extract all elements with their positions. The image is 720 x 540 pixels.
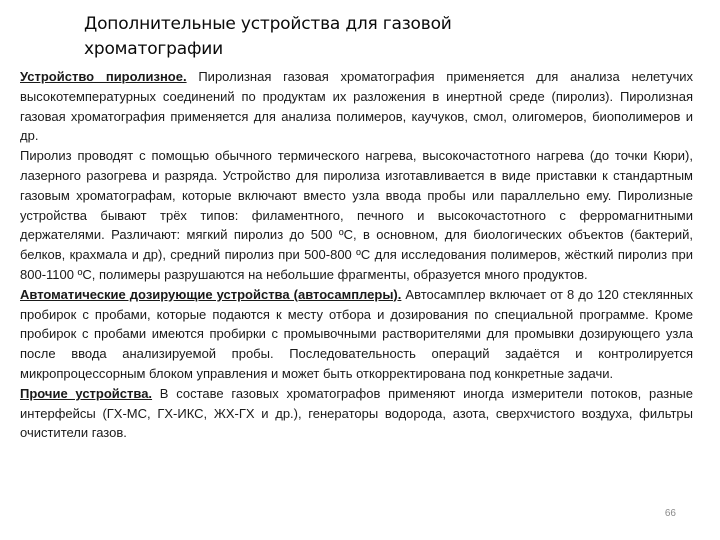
paragraph-text: Пиролизная газовая хроматография применяется для анализа нелетучих высокотемпературных соединений по продуктам их разложения в инертной среде (пиролиз). Пиролизная газовая хроматография применяется для анализа полимеров, каучуков, смол, олигомеров, биополимеров и др. <box>20 69 693 144</box>
paragraph-lead: Прочие устройства. <box>20 385 153 401</box>
paragraph-other-devices <box>20 384 693 443</box>
page-number: 66 <box>664 508 676 519</box>
paragraph-lead: Автоматические дозирующие устройства (автосамплеры). <box>20 286 402 302</box>
paragraph-pyrolysis-methods <box>20 146 693 285</box>
paragraph-lead: Устройство пиролизное. <box>20 69 187 84</box>
paragraph-text: Пиролиз проводят с помощью обычного термического нагрева, высокочастотного нагрева (до точки Кюри), лазерного разогрева и разряда. Устройство для пиролиза изготавливается в виде приставки к стандартным газовым хроматографам, которые включают вместо узла ввода пробы или параллельно ему. Пиролизные устройства бывают трёх типов: филаментного, печного и высокочастотного с ферромагнитными держателями. Различают: мягкий пиролиз до 500 ºС, в основном, для биологических объектов (бактерий, белков, крахмала и др), средний пиролиз при 500-800 ºС для исследования полимеров, жёсткий пиролиз при 800-1100 ºС, полимеры разрушаются на небольшие фрагменты, образуется много продуктов. <box>20 148 693 282</box>
slide-body <box>20 67 693 443</box>
paragraph-pyrolysis <box>20 67 693 146</box>
slide-title: Дополнительные устройства для газовой хроматографии <box>84 14 452 59</box>
paragraph-text: Автосамплер включает от 8 до 120 стеклянных пробирок с пробами, которые подаются к месту отбора и дозирования по специальной программе. Кроме пробирок с пробами имеются пробирки с промывочными растворителями для промывки дозирующего узла после ввода анализируемой пробы. Последовательность операций задаётся и контролируется микропроцессорным блоком управления и может быть откорректирована под конкретные задачи. <box>20 286 693 381</box>
paragraph-autosamplers <box>20 285 693 384</box>
paragraph-text: В составе газовых хроматографов применяют иногда измерители потоков, разные интерфейсы (ГХ-МС, ГХ-ИКС, ЖХ-ГХ и др.), генераторы водорода, азота, сверхчистого воздуха, фильтры очистители газов. <box>20 385 694 441</box>
